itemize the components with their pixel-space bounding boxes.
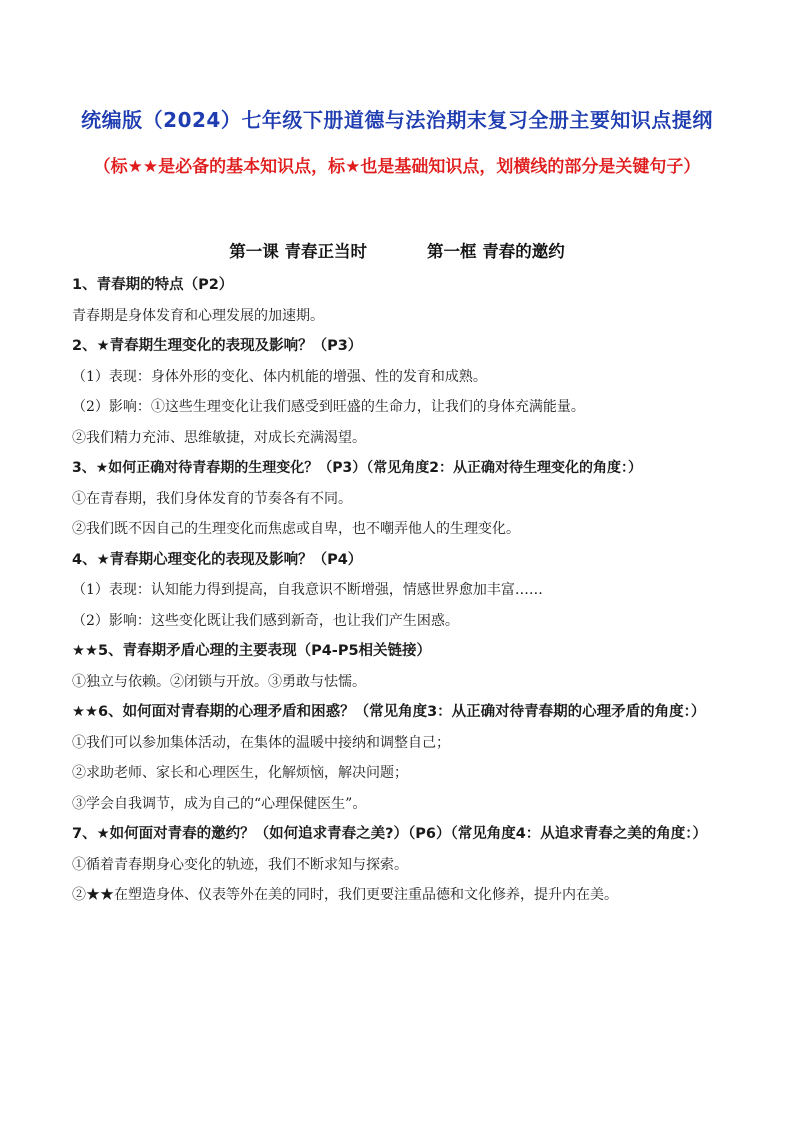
point-text: ①在青春期，我们身体发育的节奏各有不同。 [72,490,352,507]
point-text: （1）表现：身体外形的变化、体内机能的增强、性的发育和成熟。 [72,368,487,385]
document-title: 统编版（2024）七年级下册道德与法治期末复习全册主要知识点提纲 [81,108,713,132]
point-text: ③学会自我调节，成为自己的“心理保健医生”。 [72,795,367,812]
point-heading: 1、青春期的特点（P2） [72,277,234,293]
point-text: ②我们精力充沛、思维敏捷，对成长充满渴望。 [72,429,366,446]
point-text: （1）表现：认知能力得到提高，自我意识不断增强，情感世界愈加丰富…… [72,582,543,598]
point-text: ①我们可以参加集体活动，在集体的温暖中接纳和调整自己； [72,734,450,751]
point-text: ②求助老师、家长和心理医生，化解烦恼，解决问题； [72,765,408,781]
point-heading: 2、★青春期生理变化的表现及影响？（P3） [72,338,363,354]
legend-note: （标★★是必备的基本知识点，标★也是基础知识点，划横线的部分是关键句子） [93,157,701,177]
lesson-heading [0,238,794,262]
lesson-title: 第一课 青春正当时 [229,242,367,261]
point-text: 青春期是身体发育和心理发展的加速期。 [72,307,324,324]
point-heading: 7、★如何面对青春的邀约？（如何追求青春之美?）（P6）（常见角度4：从追求青春之美的角度：） [72,826,708,842]
point-text: ①循着青春期身心变化的轨迹，我们不断求知与探索。 [72,856,408,873]
point-text: （2）影响：这些变化既让我们感到新奇，也让我们产生困惑。 [72,612,459,629]
outline-content [72,270,732,911]
point-heading: ★★5、青春期矛盾心理的主要表现（P4-P5相关链接） [72,643,432,659]
point-heading: ★★6、如何面对青春期的心理矛盾和困惑？（常见角度3：从正确对待青春期的心理矛盾的角度：） [72,704,706,720]
section-title: 第一框 青春的邀约 [427,242,565,261]
point-text: ②★★在塑造身体、仪表等外在美的同时，我们更要注重品德和文化修养，提升内在美。 [72,887,618,903]
point-heading: 3、★如何正确对待青春期的生理变化？（P3）（常见角度2：从正确对待生理变化的角度：） [72,460,643,476]
point-heading: 4、★青春期心理变化的表现及影响？（P4） [72,551,363,568]
point-text: ①独立与依赖。②闭锁与开放。③勇敢与怯懦。 [72,673,366,690]
point-text: （2）影响：①这些生理变化让我们感受到旺盛的生命力，让我们的身体充满能量。 [72,399,585,415]
point-text: ②我们既不因自己的生理变化而焦虑或自卑，也不嘲弄他人的生理变化。 [72,521,520,537]
